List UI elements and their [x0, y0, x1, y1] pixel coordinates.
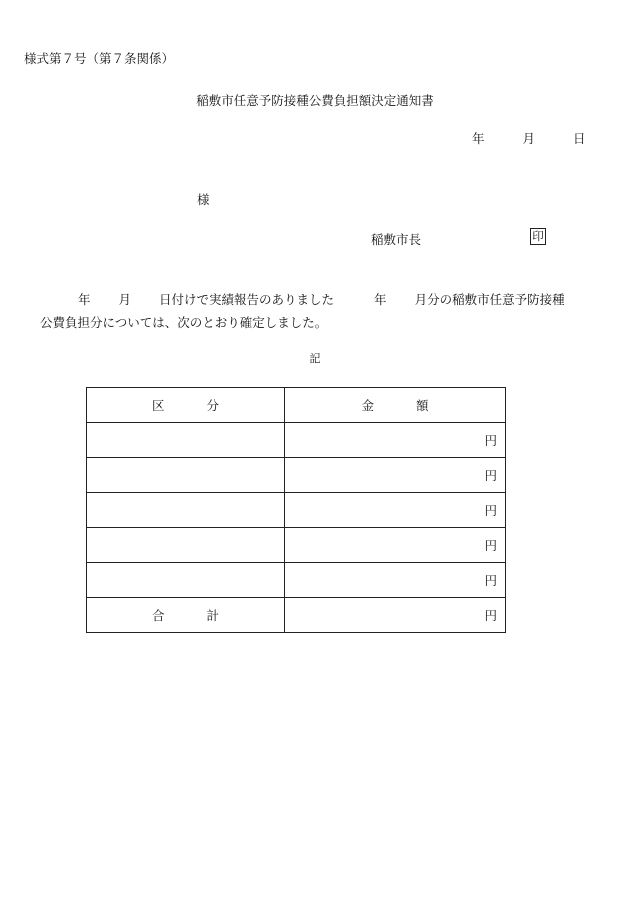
date-day: 日 [572, 131, 586, 146]
form-number: 様式第７号（第７条関係） [24, 51, 175, 66]
body-line-1 [78, 290, 565, 308]
amount-table [86, 387, 506, 633]
amount-cell: 円 [285, 493, 506, 528]
category-cell [87, 563, 285, 598]
body-year-2: 年 [374, 292, 387, 307]
body-report-text: 日付けで実績報告のありました [159, 292, 335, 307]
body-year: 年 [78, 292, 91, 307]
amount-cell: 円 [285, 423, 506, 458]
amount-cell: 円 [285, 458, 506, 493]
date-month: 月 [522, 131, 535, 146]
body-month: 月 [118, 292, 132, 307]
body-line-2: 公費負担分については、次のとおり確定しました。 [40, 315, 328, 330]
category-cell [87, 458, 285, 493]
ki-heading: 記 [309, 352, 321, 365]
table-total-row [87, 598, 506, 633]
seal-box: 印 [530, 228, 546, 245]
amount-cell: 円 [285, 528, 506, 563]
category-cell [87, 493, 285, 528]
body-line-1-rest: 月分の稲敷市任意予防接種 [414, 292, 565, 307]
category-cell [87, 423, 285, 458]
amount-cell: 円 [285, 563, 506, 598]
table-row [87, 493, 506, 528]
table-row [87, 563, 506, 598]
header-amount: 金 額 [285, 388, 506, 423]
date-year: 年 [472, 131, 485, 146]
addressee-suffix: 様 [197, 192, 210, 207]
header-category: 区 分 [87, 388, 285, 423]
issue-date [472, 129, 585, 147]
total-amount: 円 [285, 598, 506, 633]
category-cell [87, 528, 285, 563]
total-label: 合 計 [87, 598, 285, 633]
table-row [87, 423, 506, 458]
table-row [87, 458, 506, 493]
table-header-row [87, 388, 506, 423]
mayor-label: 稲敷市長 [371, 232, 422, 247]
document-title: 稲敷市任意予防接種公費負担額決定通知書 [196, 93, 434, 108]
table-row [87, 528, 506, 563]
